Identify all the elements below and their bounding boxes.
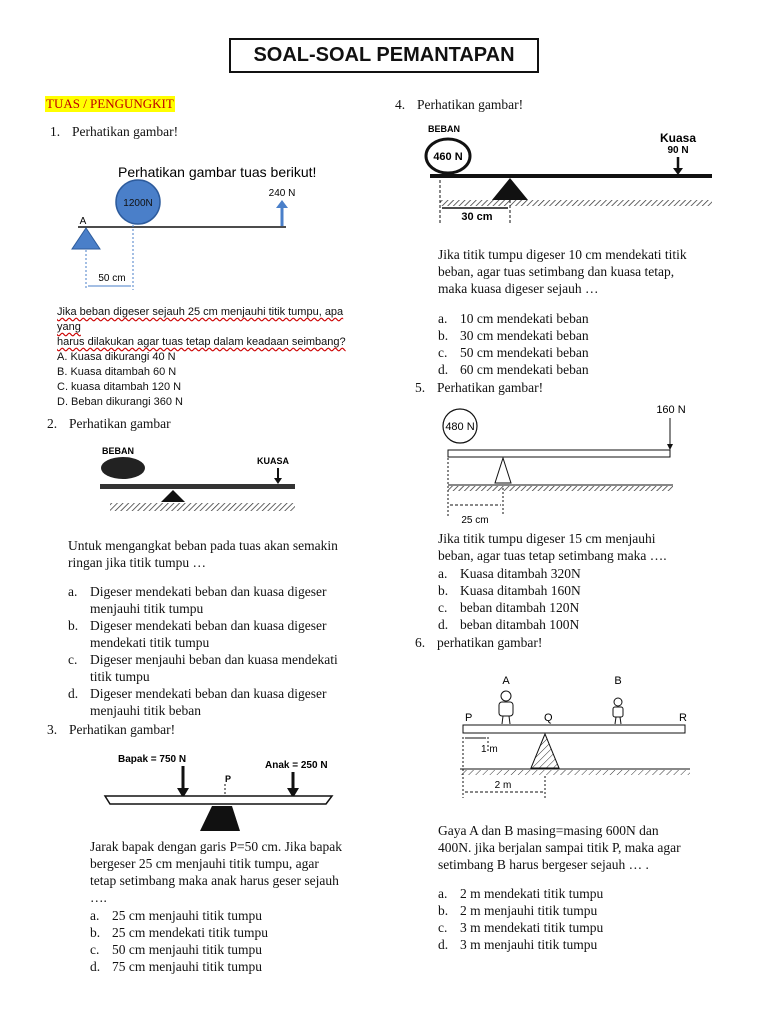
q2-option-line: Digeser mendekati beban dan kuasa digeser xyxy=(90,686,327,701)
q1-option: D. Beban dikurangi 360 N xyxy=(57,396,183,408)
q3-number: 3. xyxy=(47,722,58,737)
q1-effort-label: 240 N xyxy=(268,188,296,199)
q2-option-line: menjauhi titik beban xyxy=(90,703,201,718)
q2-option-letter: a. xyxy=(68,584,78,599)
q4-number: 4. xyxy=(395,97,406,112)
q5-text-line: beban, agar tuas tetap setimbang maka …. xyxy=(438,548,667,563)
q2-option-line: menjauhi titik tumpu xyxy=(90,601,204,616)
q6-person-b-leg xyxy=(615,717,616,724)
q6-lever xyxy=(463,725,685,733)
q6-option-a xyxy=(438,885,738,902)
q4-arrowhead xyxy=(673,168,683,175)
q3-option-text: 25 cm mendekati titik tumpu xyxy=(112,925,268,940)
q3-option-letter: c. xyxy=(90,942,100,957)
q3-fulcrum xyxy=(200,806,240,831)
q6-person-b-leg xyxy=(620,717,621,724)
q6-options xyxy=(438,885,738,953)
q6-person-a-head xyxy=(501,691,511,701)
q2-option-letter: b. xyxy=(68,618,79,633)
q6-person-b-head xyxy=(614,698,622,706)
q5-fulcrum xyxy=(495,458,511,483)
q1-text xyxy=(57,305,357,410)
q4-option-text: 10 cm mendekati beban xyxy=(460,311,589,326)
q5-option-text: Kuasa ditambah 320N xyxy=(460,566,581,581)
q2-option-line: titik tumpu xyxy=(90,669,150,684)
q3-load-label: Bapak = 750 N xyxy=(118,754,187,765)
q6-label-1m: 1 m xyxy=(481,744,498,755)
q1-option: B. Kuasa ditambah 60 N xyxy=(57,366,177,378)
q6-text xyxy=(438,822,738,873)
q4-text xyxy=(438,246,738,297)
q1-option: C. kuasa ditambah 120 N xyxy=(57,381,182,393)
q5-prompt: Perhatikan gambar! xyxy=(437,380,544,395)
q4-option-letter: b. xyxy=(438,328,449,343)
q6-ground xyxy=(460,770,690,775)
q5-option-text: Kuasa ditambah 160N xyxy=(460,583,581,598)
q6-option-text: 2 m menjauhi titik tumpu xyxy=(460,903,598,918)
q6-label-2m: 2 m xyxy=(494,780,512,791)
q3-option-b xyxy=(90,924,390,941)
q5-ground xyxy=(448,486,673,491)
q1-text-line: harus dilakukan agar tuas tetap dalam keadaan seimbang? xyxy=(57,336,346,348)
q6-option-letter: a. xyxy=(438,886,448,901)
q4-option-letter: c. xyxy=(438,345,448,360)
q5-load-value: 480 N xyxy=(445,421,475,433)
q6-option-letter: c. xyxy=(438,920,448,935)
q5-option-letter: d. xyxy=(438,617,449,632)
q2-text-line: ringan jika titik tumpu … xyxy=(68,555,206,570)
q6-label-p: P xyxy=(465,712,473,724)
q6-option-text: 3 m mendekati titik tumpu xyxy=(460,920,604,935)
q2-text xyxy=(68,537,378,571)
q3-option-text: 25 cm menjauhi titik tumpu xyxy=(112,908,262,923)
q6-figure xyxy=(455,668,695,808)
q6-option-letter: d. xyxy=(438,937,449,952)
q6-option-c xyxy=(438,919,738,936)
q3-text-line: …. xyxy=(90,890,107,905)
q4-load-value: 460 N xyxy=(433,151,463,163)
q3-option-text: 75 cm menjauhi titik tumpu xyxy=(112,959,262,974)
q2-load xyxy=(101,457,145,479)
q3-option-text: 50 cm menjauhi titik tumpu xyxy=(112,942,262,957)
q5-number: 5. xyxy=(415,380,426,395)
q3-text xyxy=(90,838,390,906)
q2-heading xyxy=(47,415,171,432)
q5-option-letter: a. xyxy=(438,566,448,581)
q3-text-line: bergeser 25 cm menjauhi titik tumpu, agar xyxy=(90,856,319,871)
q6-option-d xyxy=(438,936,738,953)
section-label: TUAS / PENGUNGKIT xyxy=(46,96,174,111)
q1-prompt: Perhatikan gambar! xyxy=(72,124,179,139)
q4-option-letter: d. xyxy=(438,362,449,377)
q2-number: 2. xyxy=(47,416,58,431)
q5-option-letter: c. xyxy=(438,600,448,615)
q2-options xyxy=(68,583,378,719)
q2-effort-label: KUASA xyxy=(257,456,290,466)
q5-effort-value: 160 N xyxy=(656,404,686,416)
q5-option-a xyxy=(438,565,738,582)
q2-option-b xyxy=(68,617,378,651)
q4-option-d xyxy=(438,361,738,378)
q4-text-line: Jika titik tumpu digeser 10 cm mendekati titik xyxy=(438,247,687,262)
q3-option-letter: a. xyxy=(90,908,100,923)
q1-arrowhead xyxy=(276,200,288,208)
q2-option-c xyxy=(68,651,378,685)
q3-prompt: Perhatikan gambar! xyxy=(69,722,176,737)
q4-option-text: 50 cm mendekati beban xyxy=(460,345,589,360)
q2-option-letter: d. xyxy=(68,686,79,701)
q1-figure xyxy=(60,150,350,295)
q5-text-line: Jika titik tumpu digeser 15 cm menjauhi xyxy=(438,531,656,546)
q6-label-a: A xyxy=(502,675,510,687)
q6-option-text: 3 m menjauhi titik tumpu xyxy=(460,937,598,952)
q6-label-r: R xyxy=(679,712,687,724)
q4-option-text: 30 cm mendekati beban xyxy=(460,328,589,343)
q2-load-label: BEBAN xyxy=(102,446,135,456)
q3-option-letter: b. xyxy=(90,925,101,940)
q2-option-a xyxy=(68,583,378,617)
q2-option-line: Digeser mendekati beban dan kuasa digeser xyxy=(90,618,327,633)
q4-option-text: 60 cm mendekati beban xyxy=(460,362,589,377)
q3-option-letter: d. xyxy=(90,959,101,974)
q1-number: 1. xyxy=(50,124,61,139)
q5-option-text: beban ditambah 100N xyxy=(460,617,580,632)
q6-prompt: perhatikan gambar! xyxy=(437,635,543,650)
q3-effort-label: Anak = 250 N xyxy=(265,760,328,771)
q4-figure xyxy=(420,120,720,230)
q4-effort-word: Kuasa xyxy=(659,131,697,145)
q6-option-letter: b. xyxy=(438,903,449,918)
q5-text xyxy=(438,530,738,564)
q6-label-q: Q xyxy=(544,712,553,724)
q6-person-a-leg xyxy=(502,716,503,724)
q5-option-letter: b. xyxy=(438,583,449,598)
q1-heading xyxy=(50,123,178,140)
q5-option-d xyxy=(438,616,738,633)
q4-options xyxy=(438,310,738,378)
q3-figure xyxy=(100,746,340,836)
q2-fulcrum xyxy=(161,490,185,502)
q4-prompt: Perhatikan gambar! xyxy=(417,97,524,112)
q3-text-line: Jarak bapak dengan garis P=50 cm. Jika bapak xyxy=(90,839,343,854)
q2-option-line: mendekati titik tumpu xyxy=(90,635,210,650)
q1-caption: Perhatikan gambar tuas berikut! xyxy=(118,164,317,180)
q5-option-b xyxy=(438,582,738,599)
q4-option-b xyxy=(438,327,738,344)
q2-ground xyxy=(110,503,295,511)
page-title: SOAL-SOAL PEMANTAPAN xyxy=(229,38,539,73)
q6-text-line: setimbang B harus bergeser sejauh … . xyxy=(438,857,649,872)
q6-person-a-leg xyxy=(509,716,510,724)
q4-ground xyxy=(440,200,712,206)
q2-arrowhead xyxy=(274,478,282,484)
q4-option-c xyxy=(438,344,738,361)
q5-option-text: beban ditambah 120N xyxy=(460,600,580,615)
q4-text-line: beban, agar tuas setimbang dan kuasa tetap, xyxy=(438,264,675,279)
q5-options xyxy=(438,565,738,633)
q2-text-line: Untuk mengangkat beban pada tuas akan semakin xyxy=(68,538,338,553)
q3-option-a xyxy=(90,907,390,924)
q4-load-word: BEBAN xyxy=(428,124,461,134)
q6-label-b: B xyxy=(614,675,622,687)
q6-person-a-body xyxy=(499,702,513,716)
q5-arrowhead xyxy=(667,444,673,450)
q4-option-a xyxy=(438,310,738,327)
q6-person-b-body xyxy=(613,707,623,717)
q2-option-letter: c. xyxy=(68,652,78,667)
q5-figure xyxy=(438,398,688,528)
q3-lever xyxy=(105,796,332,804)
q6-option-b xyxy=(438,902,738,919)
q4-option-letter: a. xyxy=(438,311,448,326)
q4-lever xyxy=(430,174,712,178)
q6-option-text: 2 m mendekati titik tumpu xyxy=(460,886,604,901)
q4-distance-label: 30 cm xyxy=(461,211,493,223)
q6-text-line: Gaya A dan B masing=masing 600N dan xyxy=(438,823,659,838)
q2-lever xyxy=(100,484,295,489)
q4-fulcrum xyxy=(492,178,528,200)
q1-fulcrum xyxy=(72,228,100,249)
q3-heading xyxy=(47,721,175,738)
q3-option-c xyxy=(90,941,390,958)
q5-heading xyxy=(415,379,543,396)
q5-lever xyxy=(448,450,670,457)
q2-prompt: Perhatikan gambar xyxy=(69,416,171,431)
q3-text-line: tetap setimbang maka anak harus geser sejauh xyxy=(90,873,339,888)
q2-figure xyxy=(95,440,305,525)
q4-text-line: maka kuasa digeser sejauh … xyxy=(438,281,599,296)
q6-fulcrum xyxy=(531,734,559,768)
q1-option: A. Kuasa dikurangi 40 N xyxy=(57,351,176,363)
q4-heading xyxy=(395,96,523,113)
q6-text-line: 400N. jika berjalan sampai titik P, maka agar xyxy=(438,840,681,855)
q3-options xyxy=(90,907,390,975)
q6-number: 6. xyxy=(415,635,426,650)
q1-load-label: 1200N xyxy=(123,198,153,209)
q5-distance-label: 25 cm xyxy=(461,515,489,526)
q2-option-line: Digeser mendekati beban dan kuasa digeser xyxy=(90,584,327,599)
q3-point-label: P xyxy=(225,774,232,784)
q5-option-c xyxy=(438,599,738,616)
q1-distance-label: 50 cm xyxy=(98,273,126,284)
q1-text-line: Jika beban digeser sejauh 25 cm menjauhi titik tumpu, apa yang xyxy=(57,306,344,333)
q3-option-d xyxy=(90,958,390,975)
q1-point-label: A xyxy=(79,216,87,227)
q2-option-d xyxy=(68,685,378,719)
q6-heading xyxy=(415,634,542,651)
q2-option-line: Digeser menjauhi beban dan kuasa mendekati xyxy=(90,652,338,667)
q4-effort-value: 90 N xyxy=(667,145,689,156)
